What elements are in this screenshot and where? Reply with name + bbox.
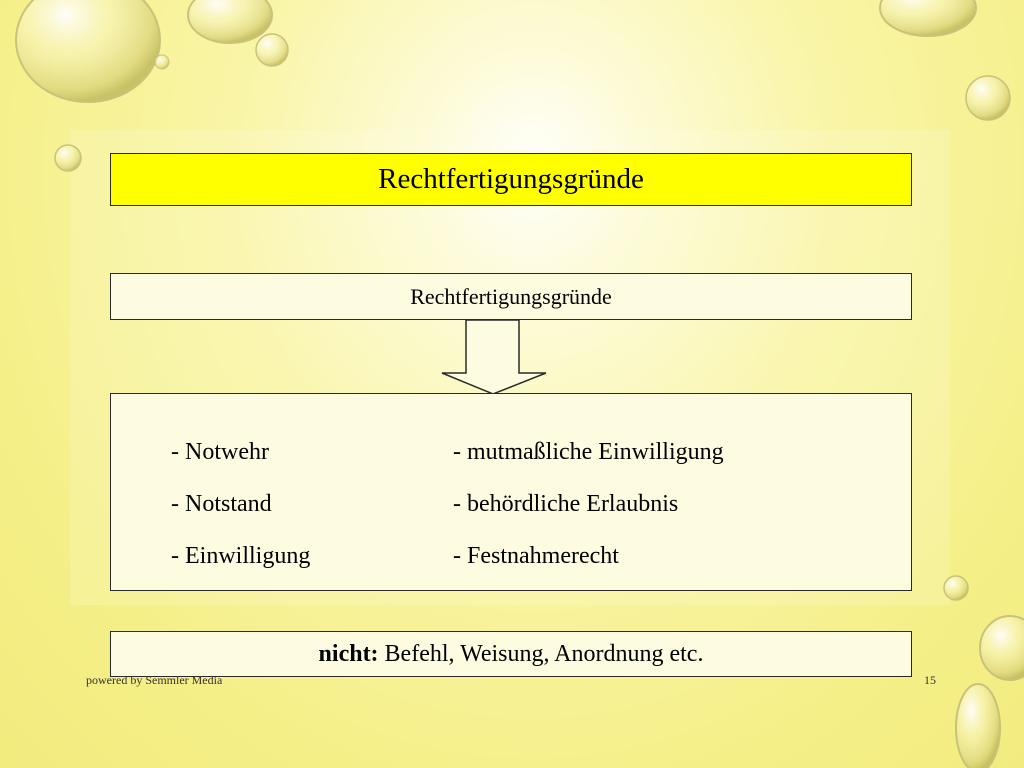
list-item: - Notwehr bbox=[171, 439, 269, 465]
list-item: - Einwilligung bbox=[171, 543, 311, 569]
note-label: nicht: bbox=[318, 640, 379, 667]
section-heading-box: Rechtfertigungsgründe bbox=[110, 273, 912, 320]
list-item: - Notstand bbox=[171, 491, 272, 517]
list-item: - mutmaßliche Einwilligung bbox=[453, 439, 724, 465]
list-item: - behördliche Erlaubnis bbox=[453, 491, 679, 517]
list-column-right bbox=[453, 426, 724, 582]
slide-title: Rechtfertigungsgründe bbox=[110, 153, 912, 206]
down-arrow-icon bbox=[440, 319, 550, 395]
footer-credit: powered by Semmler Media bbox=[86, 673, 223, 687]
list-item: - Festnahmerecht bbox=[453, 543, 619, 569]
note-text: Befehl, Weisung, Anordnung etc. bbox=[384, 640, 704, 667]
list-column-left bbox=[171, 426, 310, 582]
justification-list-box bbox=[110, 393, 912, 591]
exclusion-note-box bbox=[110, 631, 912, 677]
page-number: 15 bbox=[924, 673, 936, 687]
